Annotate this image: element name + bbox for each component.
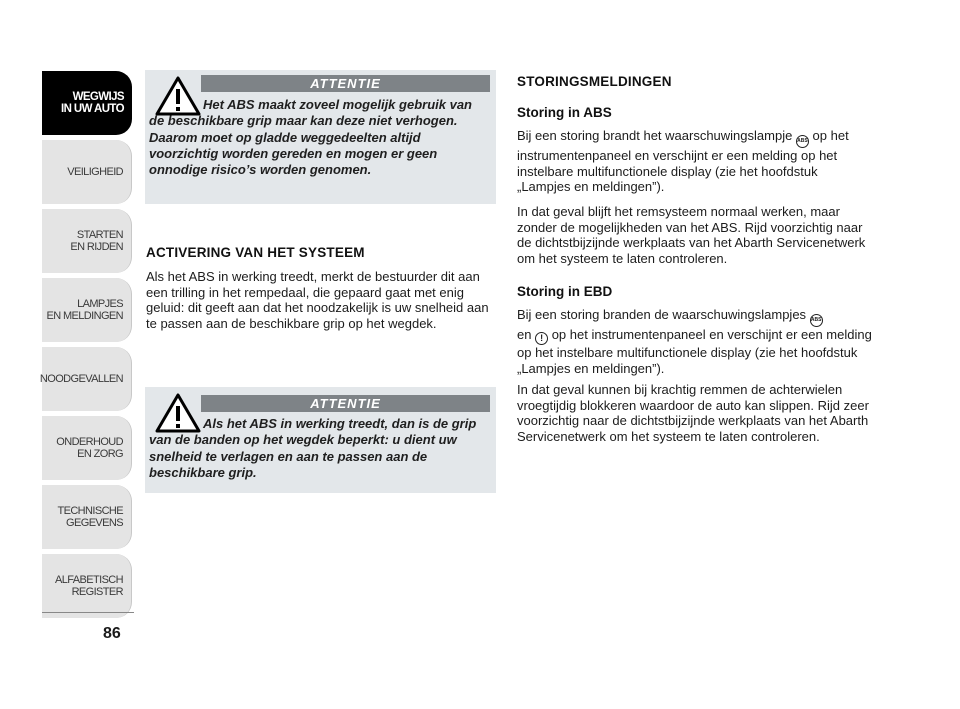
warning-title: ATTENTIE [201,75,490,92]
tab-label: WEGWIJS IN UW AUTO [61,91,124,115]
abs-p1-end: op het instrumentenpaneel en verschijnt er een melding op het instelbare multifunctionele display (zie het hoofdstuk „Lampjes en meldingen”). [517,128,849,195]
warning-box-1 [145,70,496,204]
tab-label: STARTEN EN RIJDEN [70,229,123,253]
tab-label: LAMPJES EN MELDINGEN [46,298,123,322]
tab-technische[interactable] [42,485,132,549]
tab-label: ALFABETISCH REGISTER [55,574,123,598]
ebd-fault-paragraph-1 [517,307,873,376]
tab-label: NOODGEVALLEN [39,373,123,385]
section-paragraph: Als het ABS in werking treedt, merkt de bestuurder dit aan een trilling in het rempedaal, die gepaard gaat met enig geluid: dit geeft aan dat het noodzakelijk is uw snelheid aan te passen aan de beschikbare grip op het wegdek. [146,269,489,331]
tab-label: TECHNISCHE GEGEVENS [57,505,123,529]
abs-warning-light-icon: ABS [796,135,809,148]
sidebar-divider [42,612,134,613]
tab-lampjes[interactable] [42,278,132,342]
warning-text: Als het ABS in werking treedt, dan is de grip van de banden op het wegdek beperkt: u dient uw snelheid te verlagen en aan te passen aan de beschikbare grip. [149,416,477,480]
ebd-fault-title: Storing in EBD [517,284,613,299]
tab-noodgevallen[interactable] [39,347,132,411]
ebd-fault-paragraph-2: In dat geval kunnen bij krachtig remmen de achterwielen vroegtijdig blokkeren waardoor de auto kan slippen. Rijd zeer voorzichtig naar de dichtstbijzijnde werkplaats van het Abarth Servicenetwerk om het systeem te laten controleren. [517,382,869,444]
warning-text: Het ABS maakt zoveel mogelijk gebruik van de beschikbare grip maar kan deze niet verhogen. Daarom moet op gladde weggedeelten altijd voorzichtig worden gereden en mogen er geen onnodige risico’s worden genomen. [149,97,472,178]
abs-warning-light-icon: ABS [810,314,823,327]
ebd-p1-c: op het instrumentenpaneel en verschijnt er een melding op het instelbare multifunctionele display (zie het hoofdstuk „Lampjes en meldingen”). [517,327,872,376]
page-number: 86 [103,625,121,642]
tab-veiligheid[interactable] [42,140,132,204]
tab-wegwijs[interactable] [42,71,132,135]
warning-title: ATTENTIE [201,395,490,412]
abs-p1-start: Bij een storing brandt het waarschuwingslampje [517,128,796,143]
tab-onderhoud[interactable] [42,416,132,480]
section-heading: ACTIVERING VAN HET SYSTEEM [146,245,365,260]
ebd-p1-a: Bij een storing branden de waarschuwingslampjes [517,307,810,322]
abs-fault-title: Storing in ABS [517,105,612,120]
ebd-p1-b: en [517,327,536,342]
brake-warning-light-icon: ! [535,332,548,345]
tab-starten[interactable] [42,209,132,273]
abs-fault-paragraph-1 [517,128,873,195]
storingsmeldingen-heading: STORINGSMELDINGEN [517,74,672,89]
tab-label: VEILIGHEID [67,166,123,178]
tab-label: ONDERHOUD EN ZORG [56,436,123,460]
abs-fault-paragraph-2: In dat geval blijft het remsysteem normaal werken, maar zonder de mogelijkheden van het ABS. Rijd voorzichtig naar de dichtstbijzijnde werkplaats van het Abarth Servicenetwerk om het systeem te laten controleren. [517,204,866,266]
warning-box-2 [145,387,496,493]
tab-alfabetisch[interactable] [42,554,132,618]
